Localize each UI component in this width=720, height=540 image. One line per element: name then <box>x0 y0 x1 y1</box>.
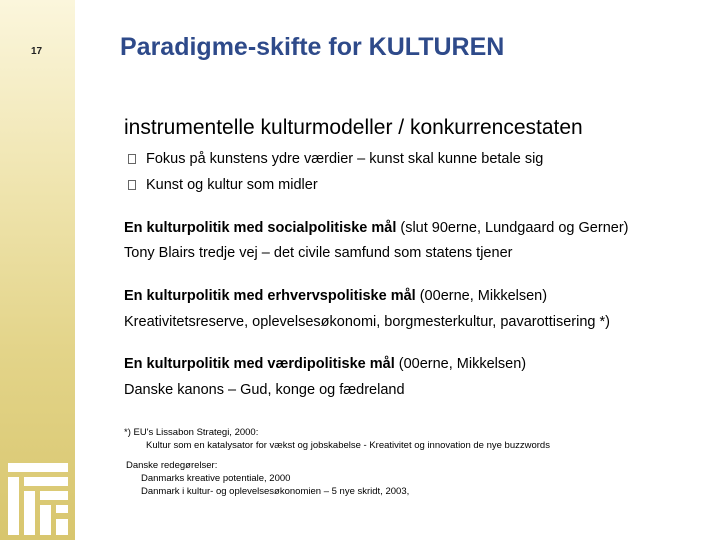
checkbox-square-icon <box>128 180 136 190</box>
slide-subtitle: instrumentelle kulturmodeller / konkurrencestaten <box>124 116 583 139</box>
slide-number: 17 <box>31 46 43 57</box>
footnote-text: Kultur som en katalysator for vækst og jobskabelse - Kreativitet og innovation de nye buzzwords <box>146 440 550 451</box>
sidebar-band <box>0 0 75 540</box>
section-heading <box>124 220 629 236</box>
checkbox-square-icon <box>128 154 136 164</box>
bullet-text: Kunst og kultur som midler <box>146 177 318 193</box>
reference-item: Danmarks kreative potentiale, 2000 <box>141 473 291 484</box>
bullet-item <box>128 151 543 167</box>
logo-icon <box>8 463 68 535</box>
footnote-heading: *) EU's Lissabon Strategi, 2000: <box>124 427 259 438</box>
section-detail: Kreativitetsreserve, oplevelsesøkonomi, borgmesterkultur, pavarottisering *) <box>124 314 610 330</box>
section-heading-bold: En kulturpolitik med værdipolitiske mål <box>124 356 395 372</box>
references-heading: Danske redegørelser: <box>126 460 218 471</box>
section-detail: Danske kanons – Gud, konge og fædreland <box>124 382 405 398</box>
section-heading-note: (00erne, Mikkelsen) <box>394 356 527 372</box>
section-heading-bold: En kulturpolitik med erhvervspolitiske mål <box>124 288 416 304</box>
bullet-text: Fokus på kunstens ydre værdier – kunst skal kunne betale sig <box>146 151 544 167</box>
reference-item: Danmark i kultur- og oplevelsesøkonomien – 5 nye skridt, 2003, <box>141 486 410 497</box>
section-heading-bold: En kulturpolitik med socialpolitiske mål <box>124 220 397 236</box>
slide-title: Paradigme-skifte for KULTUREN <box>120 33 505 61</box>
section-heading-note: (slut 90erne, Lundgaard og Gerner) <box>396 220 629 236</box>
section-heading <box>124 356 526 372</box>
bullet-item <box>128 177 318 193</box>
section-detail: Tony Blairs tredje vej – det civile samfund som statens tjener <box>124 245 513 261</box>
section-heading <box>124 288 547 304</box>
section-heading-note: (00erne, Mikkelsen) <box>415 288 548 304</box>
